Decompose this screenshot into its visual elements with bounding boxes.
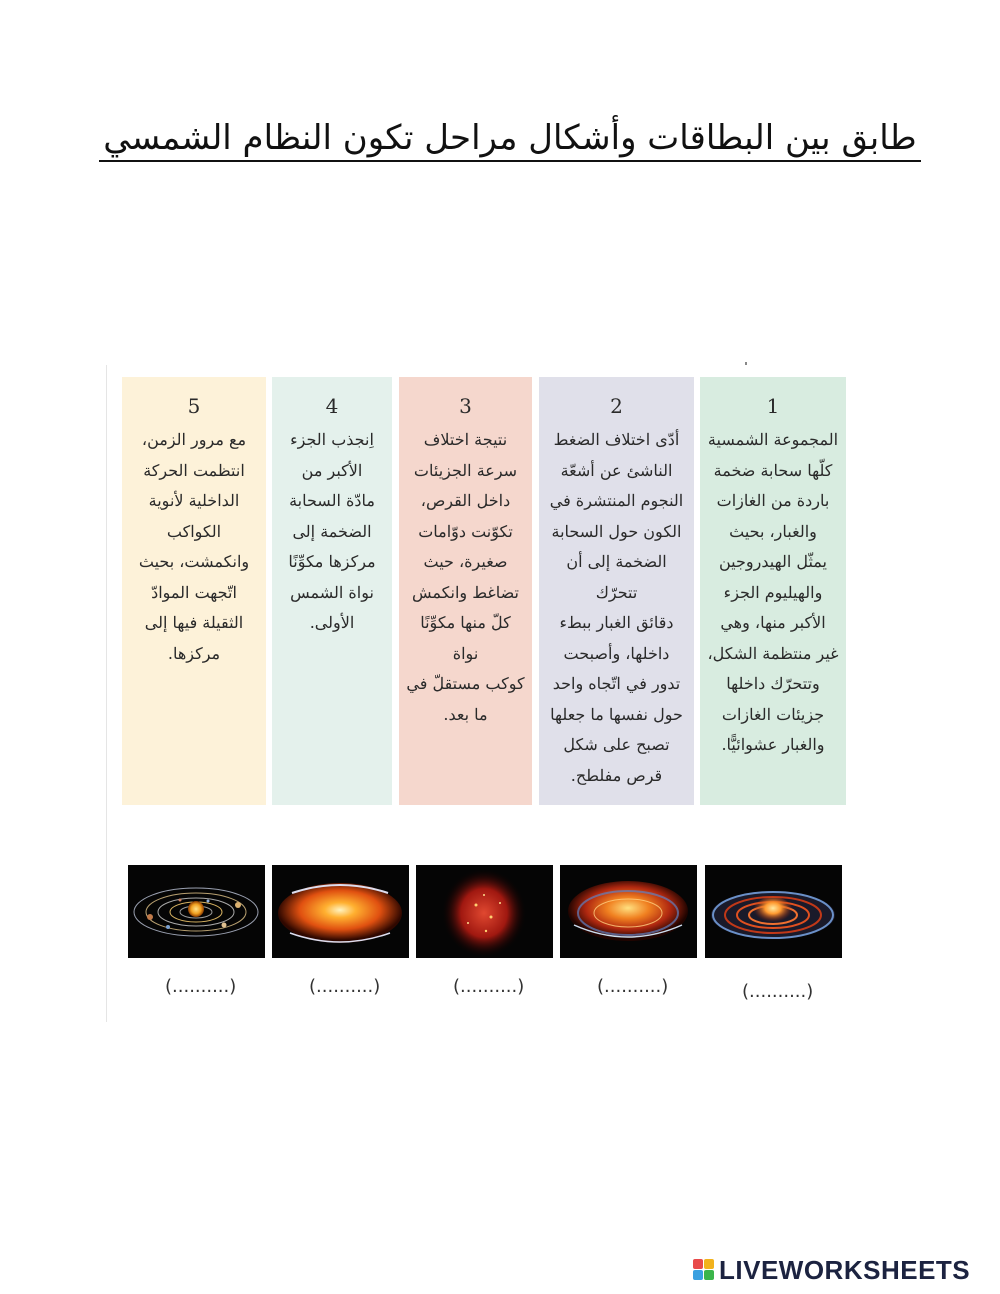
stage-card-1 <box>700 377 846 805</box>
stage-images <box>128 865 842 958</box>
card-number: 5 <box>187 394 201 418</box>
stage-card-3 <box>399 377 532 805</box>
card-text: مع مرور الزمن، انتظمت الحركة الداخلية لأنوية الكواكب وانكمشت، بحيث اتّجهت الموادّ الثقيلة فيها إلى مركزها. <box>138 430 250 663</box>
stage-cards <box>122 377 846 805</box>
planetary-system-icon <box>128 865 265 958</box>
answer-blank-2[interactable]: (..........) <box>309 976 381 997</box>
card-text: نتيجة اختلاف سرعة الجزيئات داخل القرص، تكوّنت دوّامات صغيرة، حيث تضاغط وانكمش كلّ منها مكوِّنًا نواة كوكب مستقلّ في ما بعد. <box>406 430 525 724</box>
spinning-disk-icon <box>560 865 697 958</box>
protosun-disk-icon <box>272 865 409 958</box>
stage-card-5 <box>122 377 266 805</box>
dust-cloud-icon <box>416 865 553 958</box>
card-text: أدّى اختلاف الضغط الناشئ عن أشعّة النجوم المنتشرة في الكون حول السحابة الضخمة إلى أن تتحرّك دقائق الغبار ببطء داخلها، وأصبحت تدور في اتّجاه واحد حول نفسها ما جعلها تصبح على شكل قرص مفلطح. <box>549 430 684 785</box>
card-number: 4 <box>325 394 339 418</box>
answer-blank-4[interactable]: (..........) <box>597 976 669 997</box>
title-text: طابق بين البطاقات وأشكال مراحل تكون النظام الشمسي <box>99 118 920 162</box>
card-number: 3 <box>459 394 472 418</box>
liveworksheets-logo <box>693 1255 970 1285</box>
card-number: 1 <box>766 394 780 418</box>
stage-card-4 <box>272 377 392 805</box>
card-text: اِنجذب الجزء الأكبر من مادّة السحابة الضخمة إلى مركزها مكوِّنًا نواة الشمس الأولى. <box>288 430 376 632</box>
answer-blank-5[interactable]: (..........) <box>742 981 814 1002</box>
answer-blank-1[interactable]: (..........) <box>165 976 237 997</box>
brand-name: LIVEWORKSHEETS <box>719 1254 971 1285</box>
frame-line <box>106 365 107 1022</box>
logo-icon <box>693 1259 715 1281</box>
answer-blank-3[interactable]: (..........) <box>453 976 525 997</box>
card-text: المجموعة الشمسية كلّها سحابة ضخمة باردة من الغازات والغبار، بحيث يمثّل الهيدروجين والهيليوم الجزء الأكبر منها، وهي غير منتظمة الشكل، وتتحرّك داخلها جزيئات الغازات والغبار عشوائيًّا. <box>707 430 839 754</box>
stage-card-2 <box>539 377 694 805</box>
flattened-disk-icon <box>705 865 842 958</box>
frame-tick <box>745 362 747 365</box>
worksheet-title <box>0 118 1000 162</box>
card-number: 2 <box>610 394 623 418</box>
